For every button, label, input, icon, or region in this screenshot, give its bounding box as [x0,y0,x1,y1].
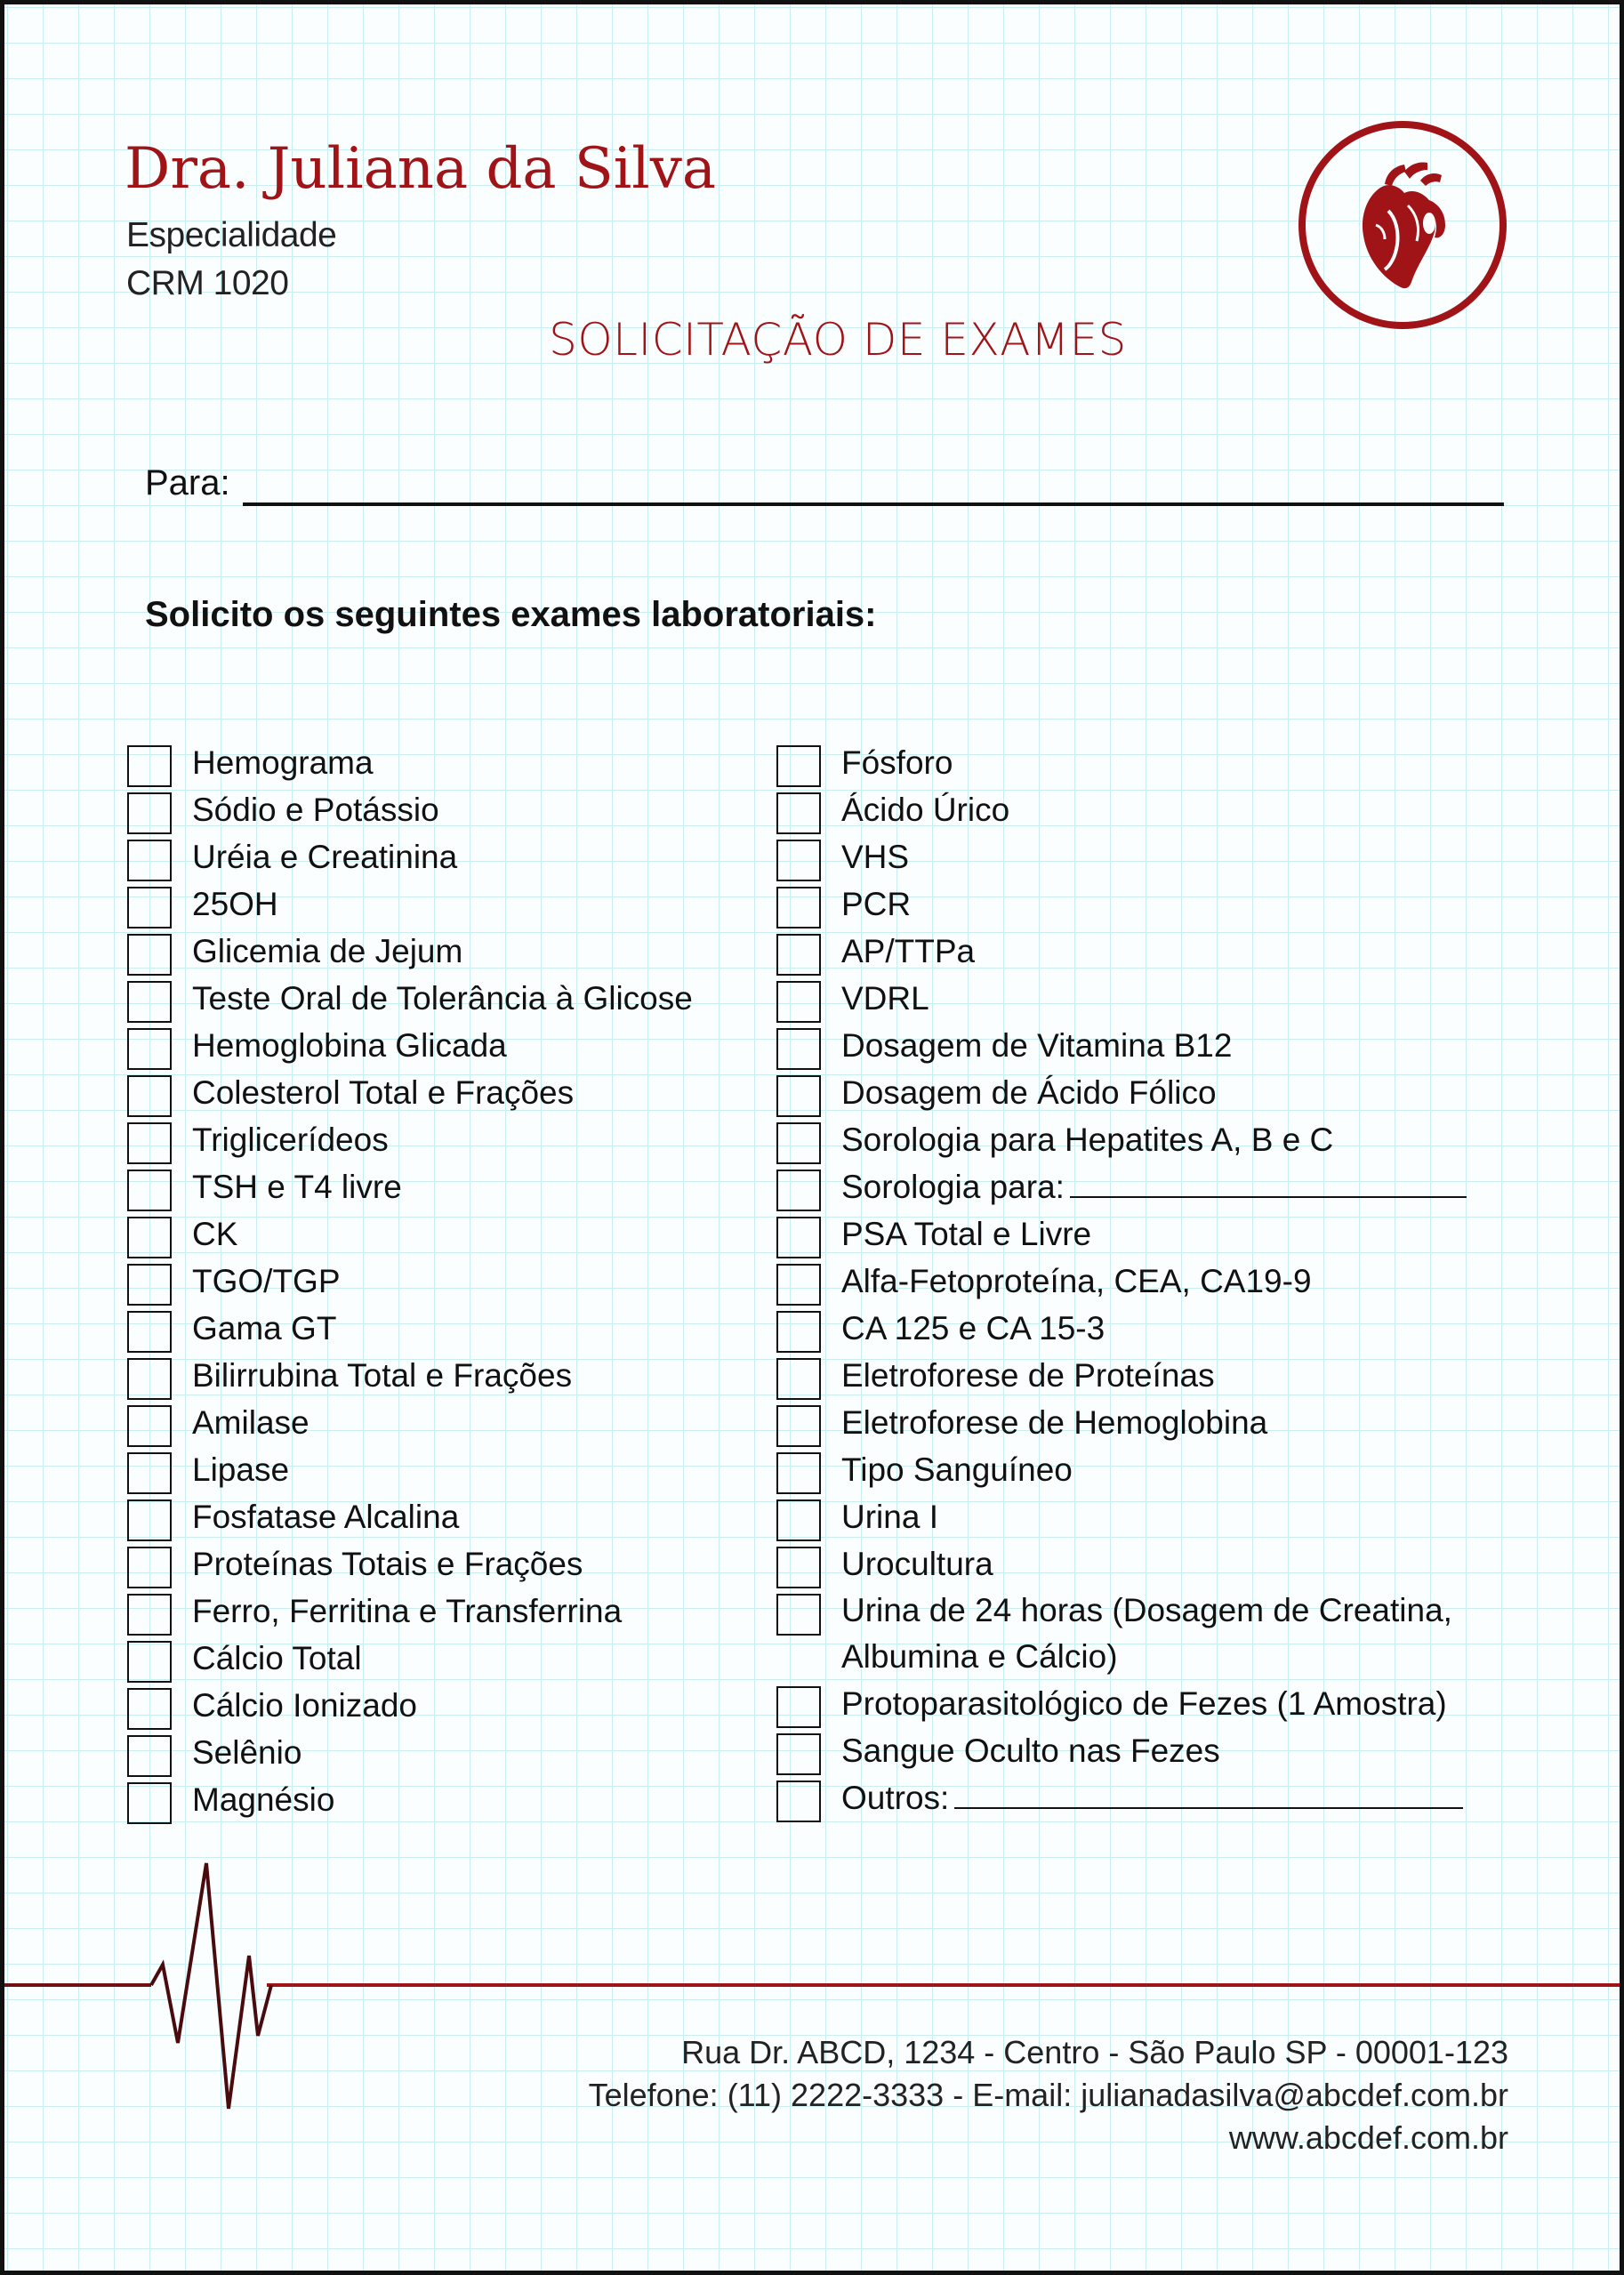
exam-label: Fosfatase Alcalina [192,1499,460,1535]
exam-checkbox[interactable] [776,1452,821,1494]
exam-item [127,1640,693,1687]
recipient-field[interactable] [243,502,1504,506]
exam-label: Gama GT [192,1310,337,1347]
footer-contact: Telefone: (11) 2222-3333 - E-mail: julianadasilva@abcdef.com.br [588,2077,1508,2113]
exam-item [776,1451,1517,1499]
exam-label: Eletroforese de Hemoglobina [841,1404,1268,1441]
exam-item [127,1263,693,1310]
exam-checkbox[interactable] [127,1075,172,1117]
exam-item [776,744,1517,792]
exam-checkbox[interactable] [776,981,821,1023]
exam-label: Sorologia para: [841,1169,1065,1205]
exam-checkbox[interactable] [127,1122,172,1164]
exam-item [127,792,693,839]
exam-item [776,1546,1517,1593]
exam-label: Sódio e Potássio [192,792,439,828]
exam-checkbox[interactable] [776,1405,821,1447]
exam-item [776,792,1517,839]
exam-item [127,1357,693,1404]
exam-checkbox[interactable] [776,1217,821,1258]
exam-label: Dosagem de Vitamina B12 [841,1027,1233,1064]
exam-label: VDRL [841,980,929,1017]
exam-item [776,1404,1517,1451]
exam-label: Colesterol Total e Frações [192,1074,575,1111]
exam-label: Sorologia para Hepatites A, B e C [841,1121,1334,1158]
exam-item [776,1357,1517,1404]
exam-label: Tipo Sanguíneo [841,1451,1073,1488]
exam-checkbox[interactable] [127,1311,172,1353]
exam-checkbox[interactable] [776,1264,821,1306]
exam-checkbox[interactable] [127,1735,172,1777]
exam-checkbox[interactable] [127,1028,172,1070]
exam-checkbox[interactable] [127,1641,172,1683]
exam-item [776,933,1517,980]
exam-label: Eletroforese de Proteínas [841,1357,1215,1394]
crm-number: CRM 1020 [126,264,289,302]
exam-label: Triglicerídeos [192,1121,389,1158]
exam-checkbox[interactable] [127,792,172,834]
exam-checkbox[interactable] [127,1547,172,1588]
exam-label: TGO/TGP [192,1263,341,1299]
exam-label: VHS [841,839,910,875]
exam-label: Cálcio Ionizado [192,1687,417,1724]
exam-checkbox[interactable] [776,1781,821,1822]
exam-item [776,1169,1517,1216]
exam-checkbox[interactable] [776,1594,821,1636]
exam-checkbox[interactable] [776,934,821,976]
fill-in-line[interactable] [1070,1196,1467,1198]
exam-checkbox[interactable] [127,1594,172,1636]
exam-checkbox[interactable] [776,1547,821,1588]
exam-item [776,1685,1517,1732]
exam-checkbox[interactable] [776,1311,821,1353]
exam-item [776,1027,1517,1074]
exam-item [127,1310,693,1357]
exam-label: Bilirrubina Total e Frações [192,1357,573,1394]
exam-item [127,1216,693,1263]
exam-item [127,1404,693,1451]
exam-checkbox[interactable] [776,840,821,881]
page-title: SOLICITAÇÃO DE EXAMES [549,314,1127,366]
specialty: Especialidade [126,216,337,254]
exam-item [127,744,693,792]
exam-checkbox[interactable] [776,1499,821,1541]
exam-checkbox[interactable] [127,1358,172,1400]
exam-item [127,1027,693,1074]
doctor-name: Dra. Juliana da Silva [125,136,716,202]
exam-item [776,1593,1517,1685]
exam-checkbox[interactable] [127,981,172,1023]
exam-item [127,1734,693,1781]
exam-item [776,1499,1517,1546]
exam-checkbox[interactable] [776,1170,821,1211]
exam-label: Urina de 24 horas (Dosagem de Creatina, Albumina e Cálcio) [841,1592,1452,1675]
exam-label: Protoparasitológico de Fezes (1 Amostra) [841,1685,1447,1722]
exam-checkbox[interactable] [127,1264,172,1306]
exam-checkbox[interactable] [776,1358,821,1400]
exam-label: Fósforo [841,744,953,781]
exam-checkbox[interactable] [776,1733,821,1775]
exam-item [127,1121,693,1169]
exam-item [776,1780,1517,1827]
exam-item [776,1074,1517,1121]
exam-item [776,1263,1517,1310]
exam-item [776,839,1517,886]
footer-address: Rua Dr. ABCD, 1234 - Centro - São Paulo SP - 00001-123 [681,2034,1508,2070]
exam-item [127,1593,693,1640]
footer-website: www.abcdef.com.br [1228,2119,1508,2156]
exam-label: Urocultura [841,1546,993,1582]
exam-item [776,1732,1517,1780]
exam-checkbox[interactable] [776,1075,821,1117]
exam-item [127,886,693,933]
exam-checkbox[interactable] [127,840,172,881]
exam-item [127,1687,693,1734]
exam-item [127,980,693,1027]
fill-in-line[interactable] [954,1807,1463,1809]
exam-item [776,1310,1517,1357]
exam-label: Dosagem de Ácido Fólico [841,1074,1217,1111]
exam-label: CK [192,1216,238,1252]
exam-checkbox[interactable] [776,1122,821,1164]
exam-item [127,1781,693,1829]
exam-label: Urina I [841,1499,938,1535]
exam-label: Selênio [192,1734,302,1771]
exam-label: Cálcio Total [192,1640,362,1676]
exam-checkbox[interactable] [127,1405,172,1447]
exam-label: Lipase [192,1451,290,1488]
exam-checkbox[interactable] [127,1170,172,1211]
exam-checkbox[interactable] [127,1217,172,1258]
exam-checkbox[interactable] [776,792,821,834]
exam-item [776,1216,1517,1263]
exam-label: Ferro, Ferritina e Transferrina [192,1593,623,1629]
exam-label: AP/TTPa [841,933,976,969]
exam-label: Alfa-Fetoproteína, CEA, CA19-9 [841,1263,1312,1299]
exam-label: Teste Oral de Tolerância à Glicose [192,980,693,1017]
exam-label: PSA Total e Livre [841,1216,1092,1252]
exam-checkbox[interactable] [776,1028,821,1070]
exam-checkbox[interactable] [776,1686,821,1728]
exam-label: Amilase [192,1404,310,1441]
exam-checkbox[interactable] [127,1499,172,1541]
exam-label: Glicemia de Jejum [192,933,463,969]
exam-checkbox[interactable] [776,887,821,928]
exam-list-left [127,744,693,1829]
exam-item [127,933,693,980]
exam-checkbox[interactable] [127,1782,172,1824]
exam-label: Magnésio [192,1781,335,1818]
exam-checkbox[interactable] [127,934,172,976]
exam-list-right [776,744,1517,1827]
exam-item [127,1074,693,1121]
exam-item [127,1499,693,1546]
heart-icon [1296,118,1509,332]
exam-label: Uréia e Creatinina [192,839,458,875]
exam-checkbox[interactable] [127,887,172,928]
exam-item [776,1121,1517,1169]
exam-item [776,980,1517,1027]
exam-label: Hemograma [192,744,374,781]
exam-item [127,1451,693,1499]
exam-label: Proteínas Totais e Frações [192,1546,583,1582]
exam-label: Hemoglobina Glicada [192,1027,507,1064]
recipient-label: Para: [145,463,230,502]
exam-label: PCR [841,886,912,922]
exam-checkbox[interactable] [127,745,172,787]
exam-item [127,1546,693,1593]
exam-item [127,839,693,886]
exam-label: 25OH [192,886,278,922]
request-intro: Solicito os seguintes exames laboratoriais: [145,595,877,634]
exam-label: TSH e T4 livre [192,1169,402,1205]
exam-checkbox[interactable] [127,1688,172,1730]
exam-checkbox[interactable] [127,1452,172,1494]
exam-label: Ácido Úrico [841,792,1010,828]
exam-label: Outros: [841,1780,950,1816]
exam-item [127,1169,693,1216]
exam-label: Sangue Oculto nas Fezes [841,1732,1220,1769]
exam-checkbox[interactable] [776,745,821,787]
exam-label: CA 125 e CA 15-3 [841,1310,1105,1347]
exam-item [776,886,1517,933]
